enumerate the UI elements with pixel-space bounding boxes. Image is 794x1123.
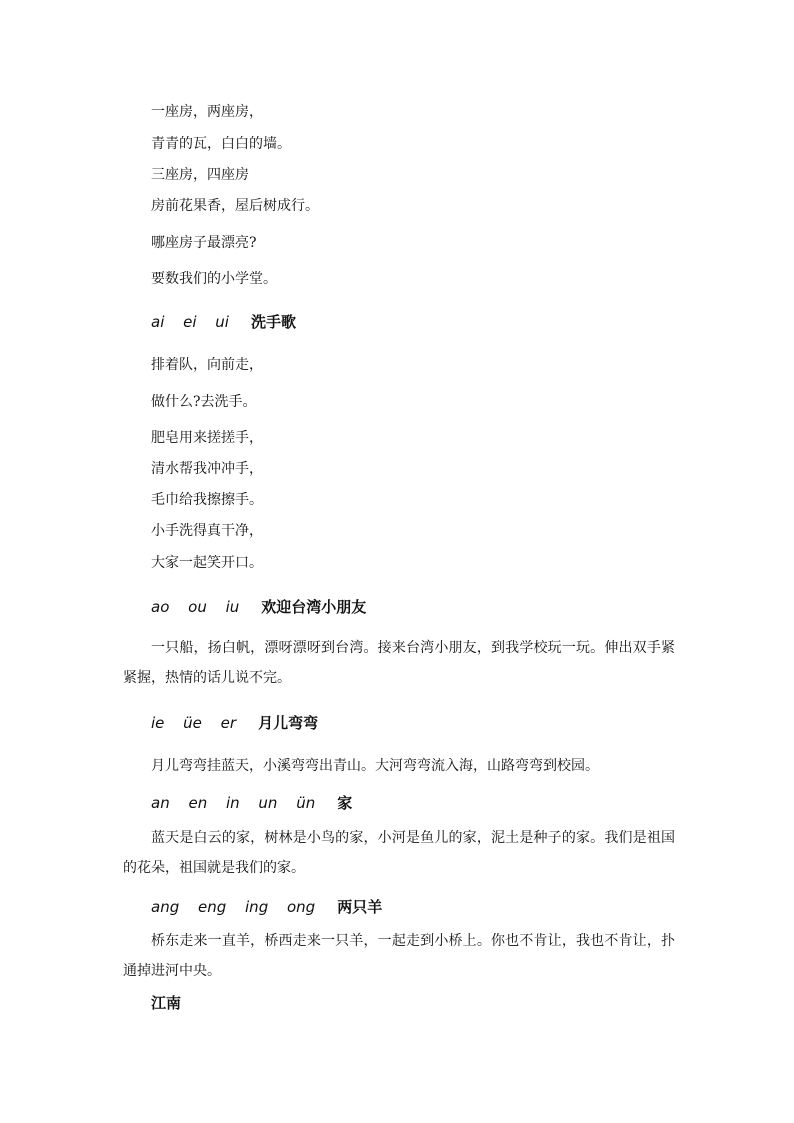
section-heading-two-sheep — [151, 897, 382, 917]
heading-pinyin: an en in un ün — [151, 794, 316, 812]
poem-line: 清水帮我冲冲手， — [151, 461, 263, 477]
poem-line: 肥皂用来搓搓手， — [151, 430, 263, 446]
poem-paragraph: 月儿弯弯挂蓝天，小溪弯弯出青山。大河弯弯流入海，山路弯弯到校园。 — [151, 758, 599, 774]
poem-paragraph: 一只船，扬白帆，漂呀漂呀到台湾。接来台湾小朋友，到我学校玩一玩。伸出双手紧紧握，热情的话儿说不完。 — [123, 640, 675, 686]
section-heading-washing-song — [151, 312, 296, 332]
heading-pinyin: ai ei ui — [151, 313, 229, 331]
heading-pinyin: ang eng ing ong — [151, 898, 316, 916]
poem-line: 小手洗得真干净， — [151, 523, 263, 539]
poem-line: 要数我们的小学堂。 — [151, 271, 277, 287]
poem-paragraph: 蓝天是白云的家，树林是小鸟的家，小河是鱼儿的家，泥土是种子的家。我们是祖国的花朵，祖国就是我们的家。 — [123, 830, 675, 876]
heading-title: 家 — [337, 794, 353, 812]
section-heading-crescent-moon — [151, 713, 318, 733]
section-heading-welcome-taiwan — [151, 597, 366, 617]
poem-line: 三座房，四座房 — [151, 167, 249, 183]
section-heading-home — [151, 793, 352, 813]
heading-title: 欢迎台湾小朋友 — [261, 598, 367, 616]
heading-title: 两只羊 — [337, 898, 383, 916]
poem-line: 房前花果香，屋后树成行。 — [151, 198, 319, 214]
poem-line: 哪座房子最漂亮? — [151, 235, 257, 251]
poem-paragraph: 桥东走来一直羊，桥西走来一只羊，一起走到小桥上。你也不肯让，我也不肯让，扑通掉进河中央。 — [123, 933, 675, 979]
heading-pinyin: ie üe er — [151, 714, 237, 732]
heading-title: 洗手歌 — [250, 313, 296, 331]
poem-line: 做什么?去洗手。 — [151, 394, 257, 410]
poem-line: 毛巾给我擦擦手。 — [151, 492, 263, 508]
poem-line: 青青的瓦，白白的墙。 — [151, 136, 291, 152]
heading-title: 月儿弯弯 — [258, 714, 319, 732]
poem-line: 大家一起笑开口。 — [151, 555, 263, 571]
poem-line: 一座房，两座房， — [151, 104, 263, 120]
section-heading-jiangnan: 江南 — [151, 994, 182, 1012]
heading-pinyin: ao ou iu — [151, 598, 240, 616]
poem-line: 排着队，向前走， — [151, 357, 263, 373]
